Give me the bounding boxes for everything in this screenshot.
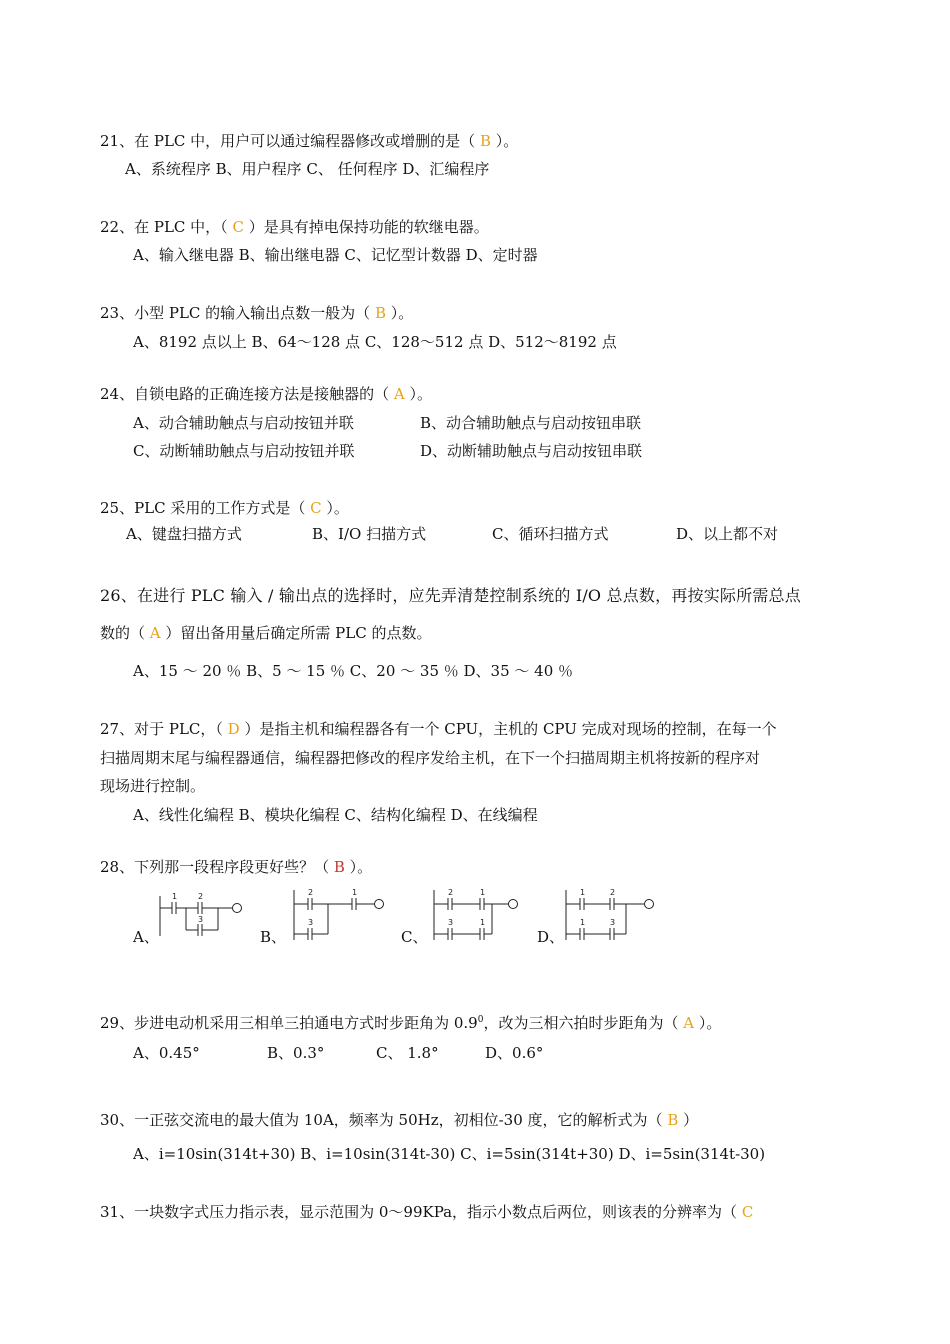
question-29-stem: 29、步进电动机采用三相单三拍通电方式时步距角为 0.9 bbox=[100, 1014, 478, 1032]
question-24 bbox=[100, 384, 432, 404]
question-31 bbox=[100, 1202, 753, 1222]
question-27-line-3: 现场进行控制。 bbox=[100, 777, 206, 795]
question-26-line-1: 26、在进行 PLC 输入 / 输出点的选择时，应先弄清楚控制系统的 I/O 总点数，再按实际所需总点 bbox=[100, 586, 801, 605]
question-29-option-a: A、0.45° bbox=[133, 1044, 200, 1062]
ladder-c-contact-3-number: 3 bbox=[448, 918, 454, 927]
ladder-a-contact-2-number: 2 bbox=[198, 892, 204, 901]
ladder-diagram-c bbox=[426, 884, 536, 948]
ladder-d-contact-2-number: 2 bbox=[610, 888, 616, 897]
ladder-option-c-label: C、 bbox=[401, 928, 428, 946]
question-25-answer: C bbox=[310, 499, 322, 517]
ladder-a-contact-3-number: 3 bbox=[198, 915, 204, 924]
question-29-option-b: B、0.3° bbox=[267, 1044, 325, 1062]
question-23 bbox=[100, 303, 413, 323]
question-26-options: A、15 ～ 20 ％ B、5 ～ 15 ％ C、20 ～ 35 ％ D、35 ～ 40 ％ bbox=[133, 662, 574, 680]
ladder-d-contact-1-number-top: 1 bbox=[580, 888, 586, 897]
question-27-line-1 bbox=[100, 719, 777, 739]
question-26-tail: ）留出备用量后确定所需 PLC 的点数。 bbox=[160, 624, 432, 642]
question-25-tail: ）。 bbox=[321, 499, 349, 517]
question-29-stem-continued: ，改为三相六拍时步距角为（ bbox=[483, 1014, 684, 1032]
question-24-answer: A bbox=[393, 385, 405, 403]
question-29-option-c: C、 1.8° bbox=[376, 1044, 439, 1062]
question-30-answer: B bbox=[667, 1111, 679, 1129]
question-30-stem: 30、一正弦交流电的最大值为 10A，频率为 50Hz，初相位-30 度，它的解析式为（ bbox=[100, 1111, 668, 1129]
question-21-options: A、系统程序 B、用户程序 C、 任何程序 D、汇编程序 bbox=[125, 160, 490, 178]
question-24-tail: ）。 bbox=[404, 385, 432, 403]
question-29-option-d: D、0.6° bbox=[485, 1044, 544, 1062]
ladder-diagram-b bbox=[286, 884, 396, 948]
ladder-b-contact-2-number: 2 bbox=[308, 888, 314, 897]
question-23-answer: B bbox=[374, 304, 386, 322]
question-21-tail: ）。 bbox=[490, 132, 519, 150]
question-26-line-2 bbox=[100, 623, 431, 643]
question-30-options: A、i=10sin(314t+30) B、i=10sin(314t-30) C、i=5sin(314t+30) D、i=5sin(314t-30) bbox=[133, 1145, 766, 1163]
question-25-option-a: A、键盘扫描方式 bbox=[126, 525, 242, 543]
question-23-stem: 23、小型 PLC 的输入输出点数一般为（ bbox=[100, 304, 375, 322]
question-23-tail: ）。 bbox=[385, 304, 414, 322]
question-27-options: A、线性化编程 B、模块化编程 C、结构化编程 D、在线编程 bbox=[133, 806, 538, 824]
question-28-answer: B bbox=[333, 858, 345, 876]
question-29 bbox=[100, 1010, 721, 1033]
question-27-answer: D bbox=[227, 720, 240, 738]
question-24-option-b: B、动合辅助触点与启动按钮串联 bbox=[420, 414, 642, 432]
question-24-option-c: C、动断辅助触点与启动按钮并联 bbox=[133, 442, 355, 460]
question-25-option-d: D、以上都不对 bbox=[676, 525, 779, 543]
ladder-b-contact-3-number: 3 bbox=[308, 918, 314, 927]
question-29-answer: A bbox=[683, 1014, 695, 1032]
question-24-stem: 24、自锁电路的正确连接方法是接触器的（ bbox=[100, 385, 394, 403]
question-31-stem: 31、一块数字式压力指示表，显示范围为 0～99KPa，指示小数点后两位，则该表的分辨率为（ bbox=[100, 1203, 742, 1221]
ladder-option-b-label: B、 bbox=[260, 928, 287, 946]
question-25-stem: 25、PLC 采用的工作方式是（ bbox=[100, 499, 311, 517]
question-27-line-2: 扫描周期末尾与编程器通信，编程器把修改的程序发给主机，在下一个扫描周期主机将按新的程序对 bbox=[100, 749, 761, 767]
question-31-answer: C bbox=[741, 1203, 754, 1221]
question-25-option-c: C、循环扫描方式 bbox=[492, 525, 609, 543]
question-29-superscript: 0 bbox=[477, 1015, 484, 1025]
question-21-answer: B bbox=[479, 132, 491, 150]
question-22-answer: C bbox=[232, 218, 244, 236]
ladder-option-a-label: A、 bbox=[133, 928, 159, 946]
question-23-options: A、8192 点以上 B、64～128 点 C、128～512 点 D、512～8192 点 bbox=[133, 333, 617, 351]
ladder-a-contact-1-number: 1 bbox=[172, 892, 178, 901]
question-28-tail: ）。 bbox=[344, 858, 373, 876]
ladder-d-contact-1-number-bottom: 1 bbox=[580, 918, 586, 927]
ladder-diagram-d bbox=[558, 884, 670, 948]
question-21 bbox=[100, 131, 518, 151]
question-22-tail: ）是具有掉电保持功能的软继电器。 bbox=[243, 218, 489, 236]
question-26-stem: 数的（ bbox=[100, 624, 150, 642]
ladder-d-contact-3-number: 3 bbox=[610, 918, 616, 927]
question-26-answer: A bbox=[149, 624, 161, 642]
question-25-option-b: B、I/O 扫描方式 bbox=[312, 525, 427, 543]
ladder-c-contact-1-number-top: 1 bbox=[480, 888, 486, 897]
question-21-stem: 21、在 PLC 中，用户可以通过编程器修改或增删的是（ bbox=[100, 132, 480, 150]
ladder-diagram-a bbox=[150, 888, 250, 948]
ladder-b-contact-1-number: 1 bbox=[352, 888, 358, 897]
question-28 bbox=[100, 857, 372, 877]
question-28-stem: 28、下列那一段程序段更好些？（ bbox=[100, 858, 334, 876]
question-22 bbox=[100, 217, 489, 237]
question-22-options: A、输入继电器 B、输出继电器 C、记忆型计数器 D、定时器 bbox=[133, 246, 538, 264]
question-24-option-d: D、动断辅助触点与启动按钮串联 bbox=[420, 442, 643, 460]
ladder-c-contact-1-number-bottom: 1 bbox=[480, 918, 486, 927]
question-25 bbox=[100, 498, 349, 518]
question-30 bbox=[100, 1110, 698, 1130]
question-29-tail: ）。 bbox=[694, 1014, 722, 1032]
question-22-stem: 22、在 PLC 中，（ bbox=[100, 218, 233, 236]
ladder-c-contact-2-number: 2 bbox=[448, 888, 454, 897]
ladder-option-d-label: D、 bbox=[537, 928, 565, 946]
question-24-option-a: A、动合辅助触点与启动按钮并联 bbox=[133, 414, 354, 432]
question-27-tail: ）是指主机和编程器各有一个 CPU，主机的 CPU 完成对现场的控制，在每一个 bbox=[239, 720, 777, 738]
question-30-tail: ） bbox=[678, 1111, 699, 1129]
question-27-stem: 27、对于 PLC，（ bbox=[100, 720, 228, 738]
